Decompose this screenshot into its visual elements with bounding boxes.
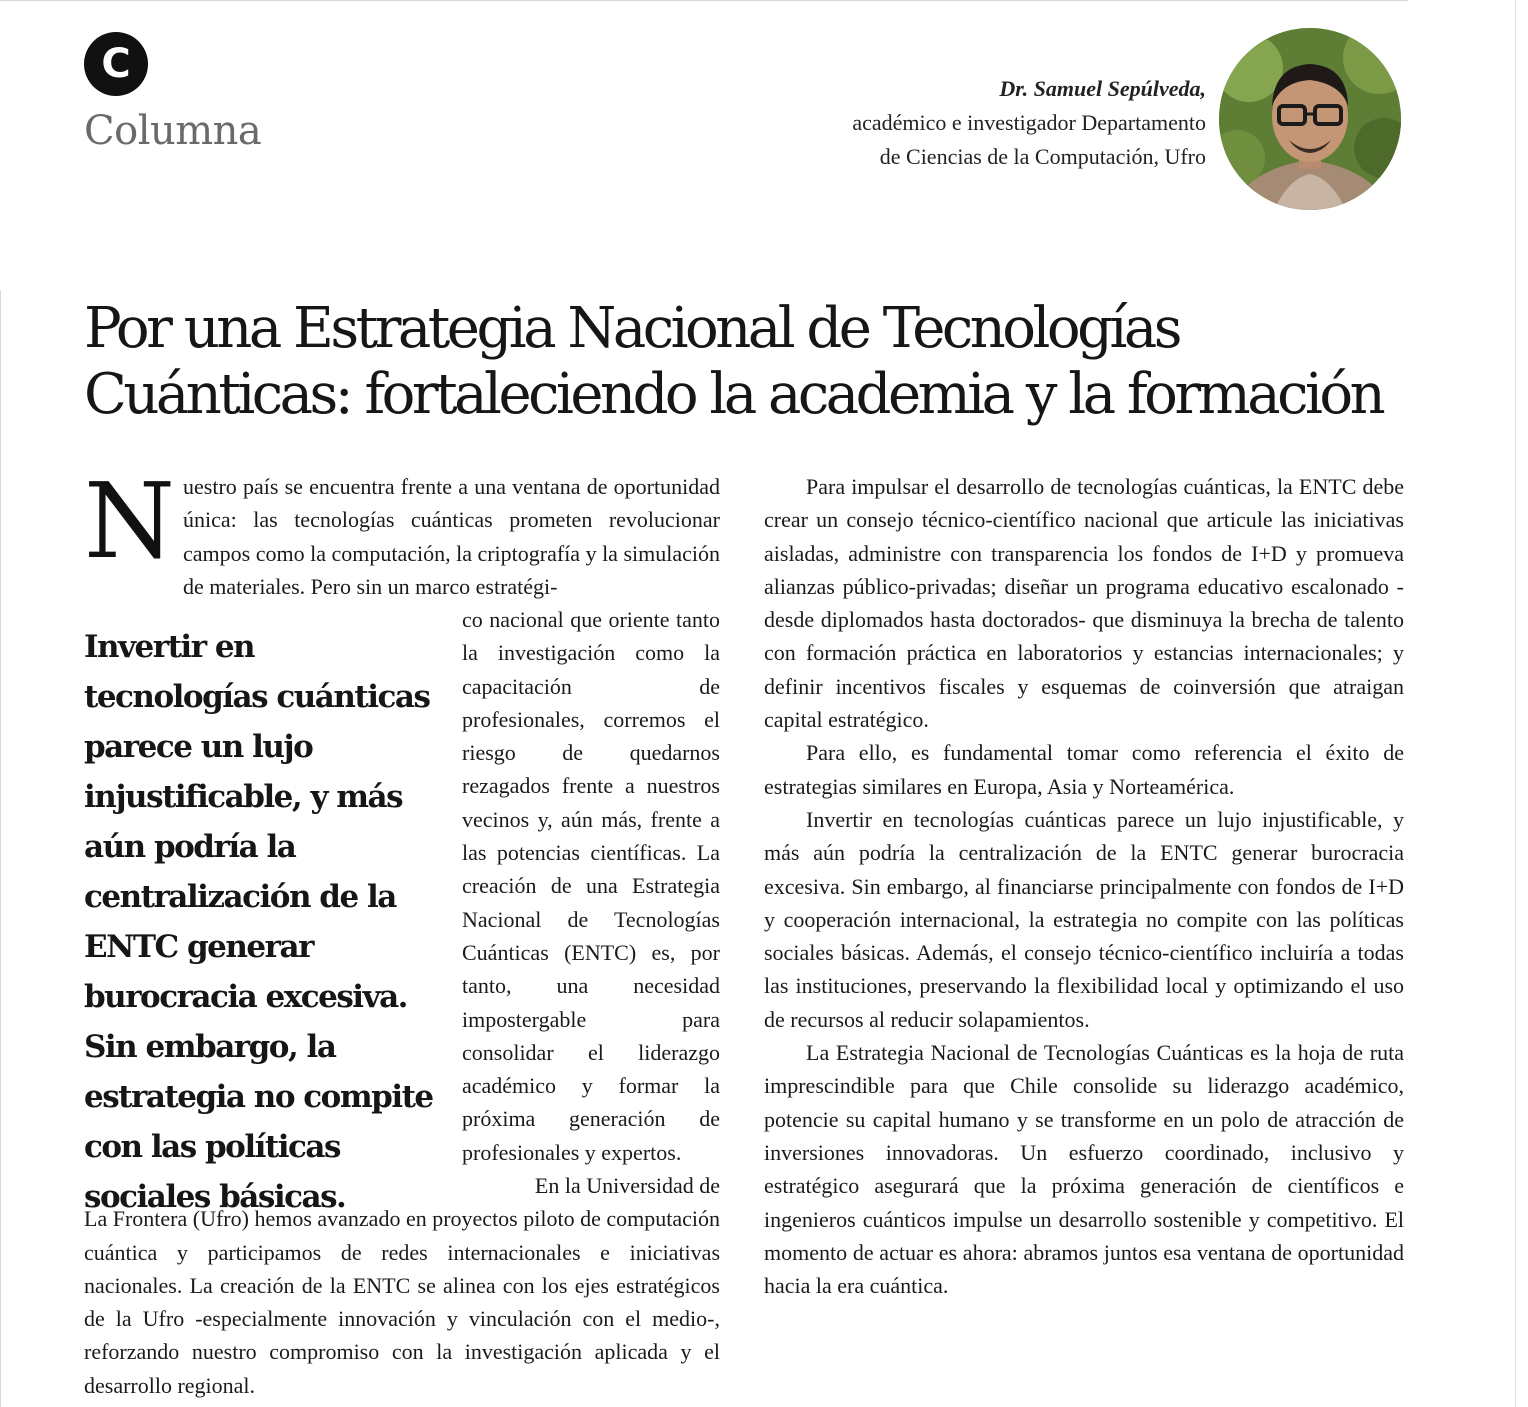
columna-logo: C xyxy=(84,32,148,96)
page-border-right xyxy=(1515,0,1516,1407)
page-border-left xyxy=(0,290,1,1407)
intro-text: uestro país se encuentra frente a una ventana de oportunidad única: las tecnologías cuánticas prometen revolucionar campos como la computación, la criptografía y la simulación de materiales. Pero sin un marco estratégi- xyxy=(183,474,720,599)
drop-cap: N xyxy=(84,460,175,582)
headline-line1: Por una Estrategia Nacional de Tecnologías xyxy=(84,296,1180,361)
article-left-bottom xyxy=(84,1169,720,1402)
author-name: Dr. Samuel Sepúlveda, xyxy=(999,76,1206,101)
article-right-column xyxy=(764,470,1404,1302)
right-paragraph-2: Para ello, es fundamental tomar como referencia el éxito de estrategias similares en Europa, Asia y Norteamérica. xyxy=(764,740,1404,799)
pull-quote: Invertir en tecnologías cuánticas parece un lujo injustificable, y más aún podría la centralización de la ENTC generar burocracia excesiva. Sin embargo, la estrategia no compite con las políticas sociales básicas. xyxy=(84,629,433,1215)
article-intro xyxy=(84,460,720,603)
author-block xyxy=(852,72,1206,174)
paragraph-rest: La Frontera (Ufro) hemos avanzado en proyectos piloto de computación cuántica y participamos de redes internacionales e iniciativas nacionales. La creación de la ENTC se alinea con los ejes estratégicos de la Ufro -especialmente innovación y vinculación con el medio-, reforzando nuestro compromiso con la investigación aplicada y el desarrollo regional. xyxy=(84,1206,720,1398)
headline-line2: Cuánticas: fortaleciendo la academia y la formación xyxy=(84,362,1383,427)
paragraph-start: En la Universidad de xyxy=(534,1173,720,1198)
author-role-line2: de Ciencias de la Computación, Ufro xyxy=(879,144,1206,169)
author-photo xyxy=(1219,28,1401,210)
right-paragraph-3: Invertir en tecnologías cuánticas parece un lujo injustificable, y más aún podría la centralización de la ENTC generar burocracia excesiva. Sin embargo, al financiarse principalmente con fondos de I+D y cooperación internacional, la estrategia no compite con las políticas sociales básicas. Además, el consejo técnico-científico incluiría a todas las instituciones, preservando la flexibilidad local y optimizando el uso de recursos al reducir solapamientos. xyxy=(764,806,1404,1032)
author-role-line1: académico e investigador Departamento xyxy=(852,110,1206,135)
headline xyxy=(84,296,1424,428)
right-paragraph-4: La Estrategia Nacional de Tecnologías Cuánticas es la hoja de ruta imprescindible para que Chile consolide su liderazgo académico, potencie su capital humano y se transforme en un polo de atracción de inversiones innovadoras. Un esfuerzo coordinado, inclusivo y estratégico asegurará que la próxima generación de científicos e ingenieros cuánticos impulse un desarrollo sostenible y competitivo. El momento de actuar es ahora: abramos juntos esa ventana de oportunidad hacia la era cuántica. xyxy=(764,1040,1404,1299)
narrow-column-text: co nacional que oriente tanto la investigación como la capacitación de profesionales, corremos el riesgo de quedarnos rezagados frente a nuestros vecinos y, aún más, frente a las potencias científicas. La creación de una Estrategia Nacional de Tecnologías Cuánticas (ENTC) es, por tanto, una necesidad impostergable para consolidar el liderazgo académico y formar la próxima generación de profesionales y expertos. xyxy=(462,607,720,1165)
section-label: Columna xyxy=(84,108,262,154)
page-border-top xyxy=(0,0,1408,1)
right-paragraph-1: Para impulsar el desarrollo de tecnologías cuánticas, la ENTC debe crear un consejo técnico-científico nacional que articule las iniciativas aisladas, administre con transparencia los fondos de I+D y promueva alianzas público-privadas; diseñar un programa educativo escalonado -desde diplomados hasta doctorados- que disminuya la brecha de talento con formación práctica en laboratorios y estancias internacionales; y definir incentivos fiscales y esquemas de coinversión que atraigan capital estratégico. xyxy=(764,474,1404,733)
